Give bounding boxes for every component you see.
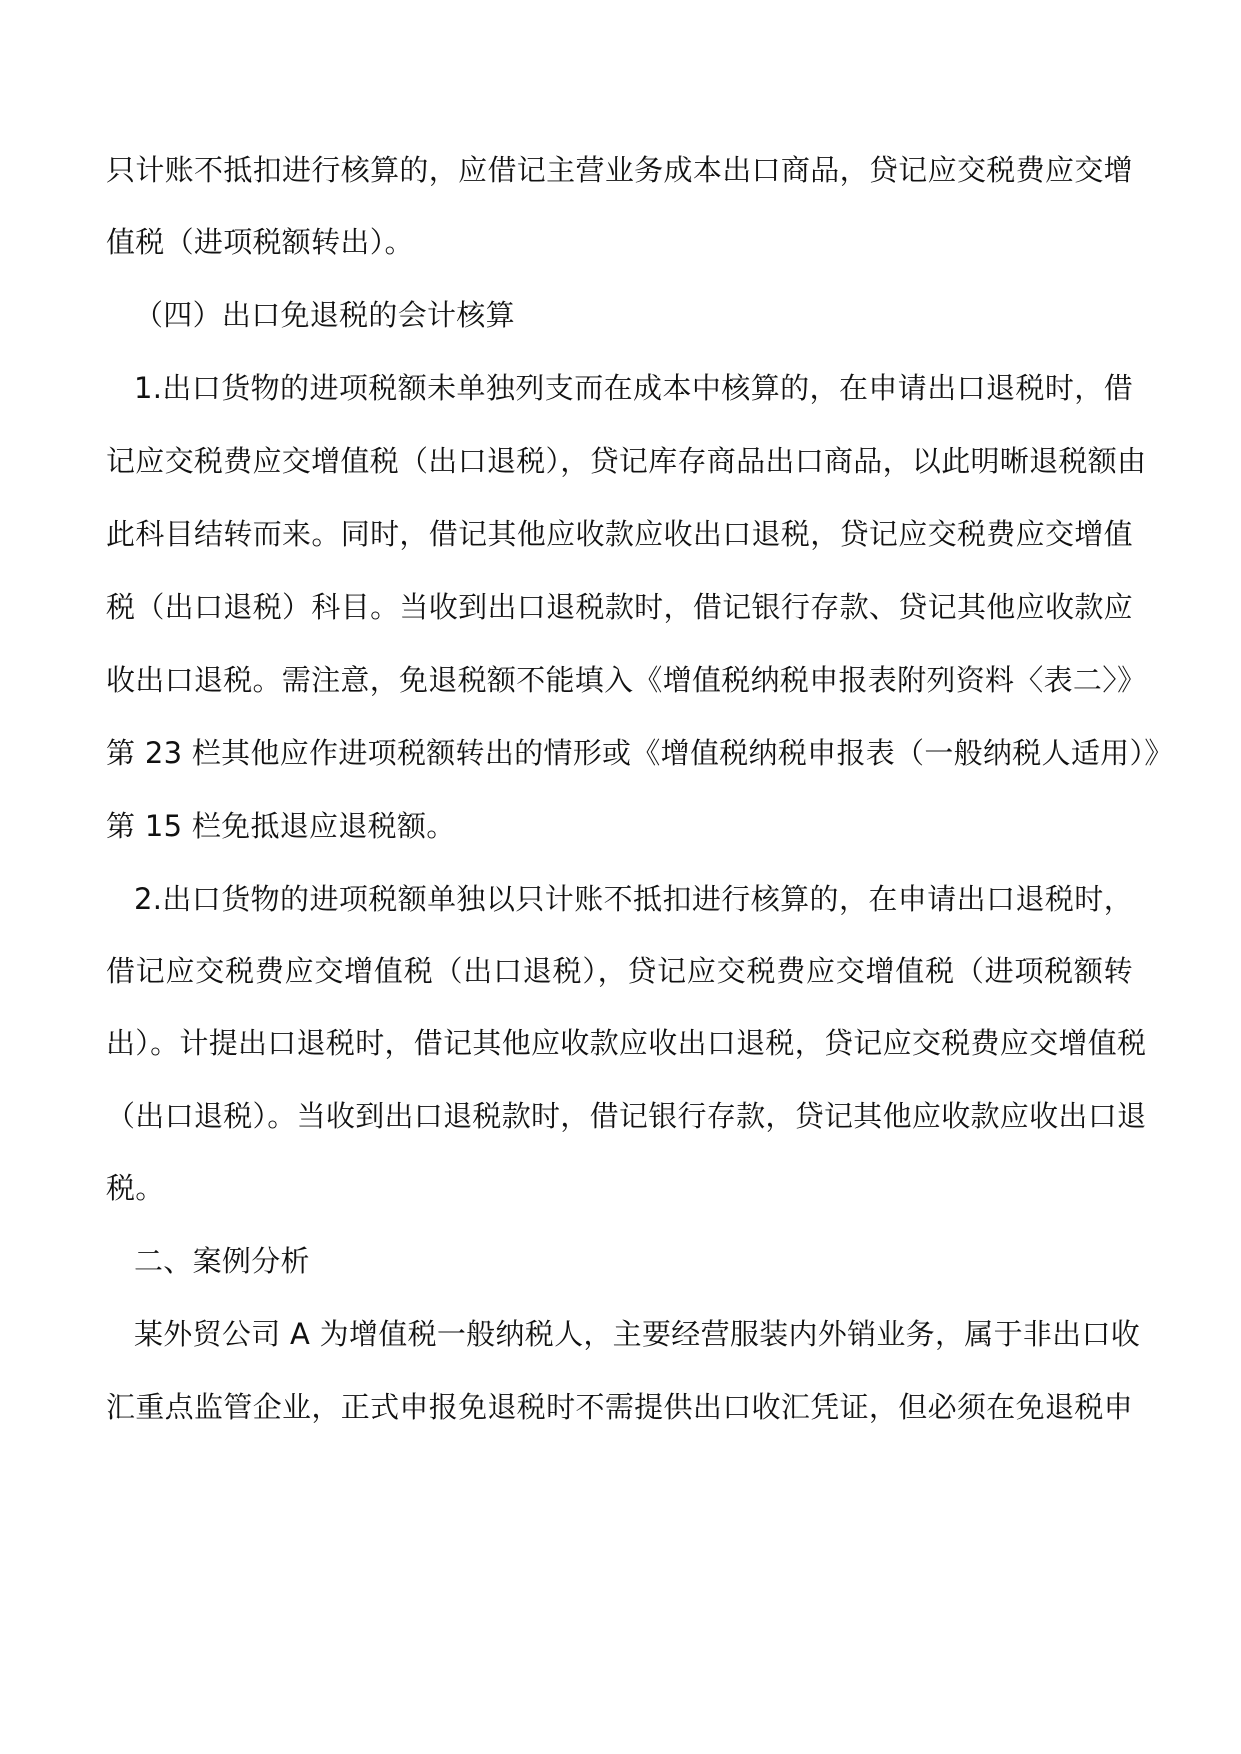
text-line-10: 第 15 栏免抵退应退税额。 [106, 809, 456, 843]
text-line-18: 汇重点监管企业，正式申报免退税时不需提供出口收汇凭证，但必须在免退税申 [106, 1390, 1133, 1424]
text-line-2: 值税（进项税额转出）。 [106, 225, 414, 259]
text-line-12: 借记应交税费应交增值税（出口退税），贷记应交税费应交增值税（进项税额转 [106, 954, 1133, 988]
text-line-5: 记应交税费应交增值税（出口退税），贷记库存商品出口商品，以此明晰退税额由 [106, 444, 1147, 478]
text-line-7: 税（出口退税）科目。当收到出口退税款时，借记银行存款、贷记其他应收款应 [106, 590, 1133, 624]
text-line-13: 出）。计提出口退税时，借记其他应收款应收出口退税，贷记应交税费应交增值税 [106, 1026, 1147, 1060]
text-line-17: 某外贸公司 A 为增值税一般纳税人，主要经营服装内外销业务，属于非出口收 [134, 1317, 1141, 1351]
text-line-14: （出口退税）。当收到出口退税款时，借记银行存款，贷记其他应收款应收出口退 [106, 1099, 1147, 1133]
text-line-4: 1.出口货物的进项税额未单独列支而在成本中核算的，在申请出口退税时，借 [134, 371, 1133, 405]
text-line-15: 税。 [106, 1171, 165, 1205]
text-line-8: 收出口退税。需注意，免退税额不能填入《增值税纳税申报表附列资料〈表二〉》 [106, 663, 1147, 697]
text-line-11: 2.出口货物的进项税额单独以只计账不抵扣进行核算的，在申请出口退税时， [134, 882, 1133, 916]
text-line-1: 只计账不抵扣进行核算的，应借记主营业务成本出口商品，贷记应交税费应交增 [106, 153, 1133, 187]
section-heading-4: （四）出口免退税的会计核算 [134, 298, 515, 332]
text-line-6: 此科目结转而来。同时，借记其他应收款应收出口退税，贷记应交税费应交增值 [106, 517, 1133, 551]
text-line-9: 第 23 栏其他应作进项税额转出的情形或《增值税纳税申报表（一般纳税人适用）》 [106, 736, 1174, 770]
section-heading-case: 二、案例分析 [134, 1244, 310, 1278]
